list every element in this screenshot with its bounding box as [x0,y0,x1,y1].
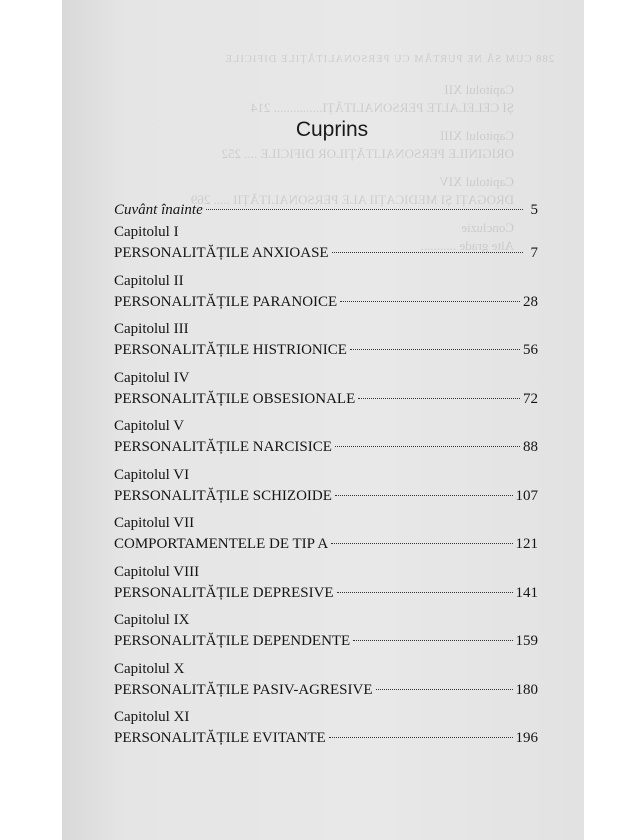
bleed-line: Capitolul XIV [439,174,514,189]
chapter-label: Capitolul II [114,272,184,289]
chapter-title: PERSONALITĂȚILE PASIV-AGRESIVE [114,681,373,698]
chapter-title: PERSONALITĂȚILE EVITANTE [114,730,326,746]
toc-line [114,680,538,700]
toc-line [114,631,538,651]
chapter-label: Capitolul IX [114,612,190,628]
chapter-label: Capitolul V [114,418,185,434]
toc-line [114,728,538,748]
toc-entry [114,369,538,418]
chapter-title: PERSONALITĂȚILE NARCISICE [114,439,332,455]
toc-line [114,243,538,263]
toc-entry [114,223,538,272]
chapter-label: Capitolul VII [114,515,195,531]
chapter-label: Capitolul VI [114,466,190,483]
toc-page-number: 159 [515,633,538,649]
toc-page-number: 5 [530,202,538,218]
bleed-line: ȘI CELELALTE PERSONALITĂȚI............... 214 [250,100,514,115]
chapter-title: PERSONALITĂȚILE DEPRESIVE [114,584,334,601]
chapter-title: PERSONALITĂȚILE OBSESIONALE [114,390,356,407]
dot-leader [353,640,512,641]
bleed-line: Capitolul XII [444,82,514,97]
chapter-label: Capitolul XI [114,709,190,725]
bleed-line: ORIGINILE PERSONALITĂȚILOR DIFICILE .... 252 [221,146,514,161]
toc-page-number: 141 [515,584,538,601]
bleed-line: Capitolul XIII [439,128,514,143]
book-page [62,0,584,840]
dot-leader [350,349,520,350]
bleed-line: DROGAȚI ȘI MEDICAȚII ALE PERSONALITĂȚII ..... 269 [190,192,514,207]
bleed-header: 288 CUM SĂ NE PURTĂM CU PERSONALITĂȚILE DIFICILE [224,54,554,65]
chapter-title: PERSONALITĂȚILE HISTRIONICE [114,342,347,358]
dot-leader [329,737,513,738]
toc-entry [114,708,538,757]
toc-page-number: 107 [515,487,538,504]
dot-leader [335,446,520,447]
toc-entry [114,272,538,321]
chapter-label: Capitolul IV [114,369,190,386]
toc-entry [114,466,538,515]
chapter-title: PERSONALITĂȚILE PARANOICE [114,293,338,310]
toc-page-number: 56 [523,342,538,358]
toc-entry [114,417,538,466]
toc-line [114,437,538,457]
toc-entry-title: Cuvânt înainte [114,202,203,218]
toc-page-number: 88 [523,439,538,455]
toc-entry-intro [114,200,538,220]
chapter-title: PERSONALITĂȚILE ANXIOASE [114,245,329,261]
toc-entry [114,320,538,369]
toc-entry [114,563,538,612]
page-title: Cuprins [295,118,369,141]
toc-line [114,292,538,312]
dot-leader [337,592,513,593]
toc-line [114,583,538,603]
toc-entry [114,660,538,709]
bleed-line: Alte grade ........... [420,238,514,253]
toc-entry [114,611,538,660]
dot-leader [332,252,523,253]
toc-page-number: 7 [530,245,538,261]
toc-entry [114,514,538,563]
chapter-label: Capitolul III [114,321,189,337]
toc-page-number: 28 [523,293,538,310]
chapter-title: PERSONALITĂȚILE SCHIZOIDE [114,487,332,504]
toc-line [114,389,538,409]
dot-leader [206,209,523,210]
chapter-label: Capitolul I [114,224,179,240]
toc-line [114,200,538,220]
table-of-contents [114,200,538,757]
dot-leader [331,543,512,544]
toc-page-number: 121 [515,536,538,552]
chapter-title: PERSONALITĂȚILE DEPENDENTE [114,633,351,649]
bleed-line: Concluzie [461,220,514,235]
dot-leader [358,398,520,399]
toc-line [114,340,538,360]
toc-line [114,486,538,506]
dot-leader [340,301,520,302]
toc-page-number: 196 [515,730,538,746]
toc-page-number: 180 [515,681,538,698]
chapter-label: Capitolul VIII [114,563,200,580]
dot-leader [335,495,513,496]
chapter-title: COMPORTAMENTELE DE TIP A [114,536,329,552]
toc-line [114,534,538,554]
chapter-label: Capitolul X [114,660,185,677]
toc-page-number: 72 [523,390,538,407]
dot-leader [376,689,513,690]
